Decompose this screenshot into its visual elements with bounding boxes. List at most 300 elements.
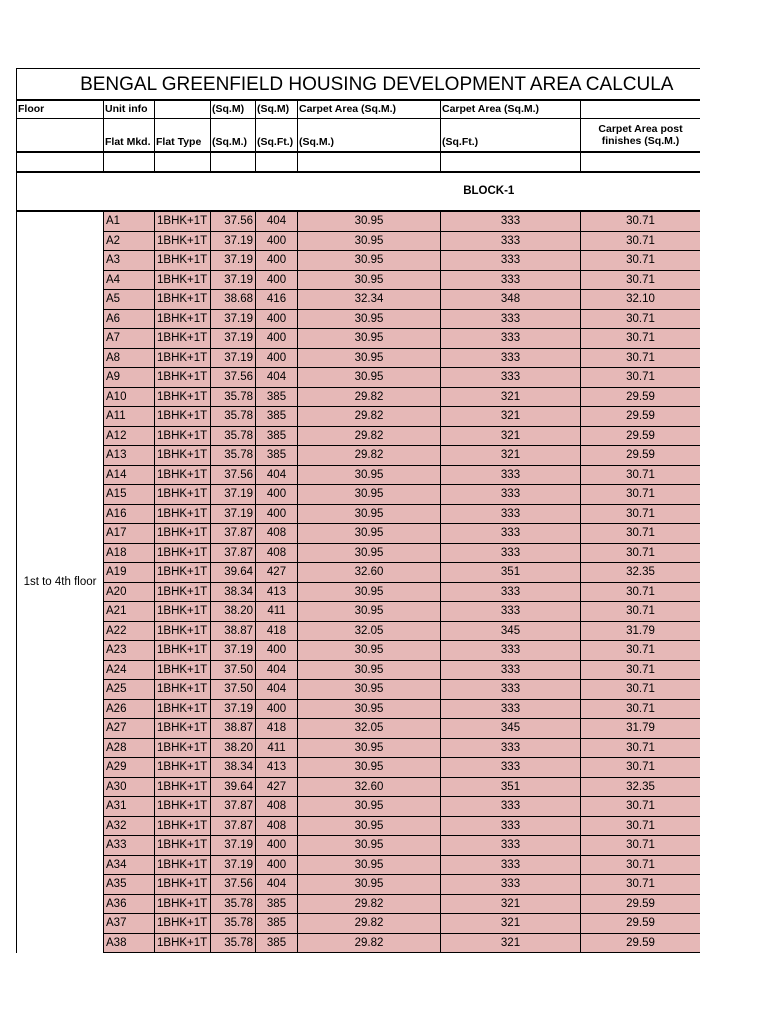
- block-label: BLOCK-1: [17, 172, 701, 211]
- table-cell: 30.95: [298, 231, 441, 251]
- header-empty: [155, 100, 211, 119]
- table-cell: 400: [256, 231, 298, 251]
- table-row: [17, 407, 701, 427]
- table-row: [17, 621, 701, 641]
- table-cell: 29.59: [581, 387, 701, 407]
- table-cell: 30.71: [581, 875, 701, 895]
- table-cell: 400: [256, 251, 298, 271]
- table-row: [17, 582, 701, 602]
- table-cell: 30.71: [581, 231, 701, 251]
- table-cell: 35.78: [211, 387, 256, 407]
- table-cell: 30.71: [581, 211, 701, 231]
- table-cell: 29.82: [298, 933, 441, 953]
- table-cell: 333: [441, 251, 581, 271]
- table-row: [17, 699, 701, 719]
- table-cell: A11: [104, 407, 155, 427]
- table-cell: A7: [104, 329, 155, 349]
- table-row: [17, 719, 701, 739]
- table-cell: 333: [441, 602, 581, 622]
- table-cell: 418: [256, 621, 298, 641]
- table-cell: A22: [104, 621, 155, 641]
- table-cell: 400: [256, 485, 298, 505]
- table-cell: 30.71: [581, 485, 701, 505]
- table-cell: 38.20: [211, 738, 256, 758]
- table-cell: 385: [256, 914, 298, 934]
- table-cell: 30.71: [581, 368, 701, 388]
- table-cell: A10: [104, 387, 155, 407]
- table-cell: 30.95: [298, 309, 441, 329]
- table-cell: 1BHK+1T: [155, 758, 211, 778]
- table-row: [17, 329, 701, 349]
- table-cell: 1BHK+1T: [155, 563, 211, 583]
- table-cell: A8: [104, 348, 155, 368]
- table-cell: 400: [256, 855, 298, 875]
- table-cell: 30.95: [298, 348, 441, 368]
- table-row: [17, 777, 701, 797]
- table-cell: 37.19: [211, 231, 256, 251]
- table-cell: 30.71: [581, 309, 701, 329]
- table-cell: 321: [441, 407, 581, 427]
- table-cell: 38.68: [211, 290, 256, 310]
- table-cell: 30.71: [581, 680, 701, 700]
- table-cell: 408: [256, 816, 298, 836]
- table-row: [17, 797, 701, 817]
- table-cell: 37.19: [211, 855, 256, 875]
- table-cell: A6: [104, 309, 155, 329]
- table-cell: 30.71: [581, 543, 701, 563]
- table-cell: 1BHK+1T: [155, 446, 211, 466]
- header2-flat-type: Flat Type: [155, 119, 211, 153]
- table-cell: 37.19: [211, 485, 256, 505]
- table-cell: 1BHK+1T: [155, 660, 211, 680]
- table-row: [17, 680, 701, 700]
- table-cell: 30.71: [581, 329, 701, 349]
- table-cell: 1BHK+1T: [155, 933, 211, 953]
- table-cell: 400: [256, 329, 298, 349]
- table-cell: 32.35: [581, 777, 701, 797]
- table-cell: 29.82: [298, 914, 441, 934]
- table-cell: 1BHK+1T: [155, 894, 211, 914]
- table-cell: 404: [256, 211, 298, 231]
- table-cell: 37.87: [211, 816, 256, 836]
- table-cell: 37.19: [211, 251, 256, 271]
- table-cell: 404: [256, 680, 298, 700]
- table-cell: 30.95: [298, 875, 441, 895]
- table-row: [17, 914, 701, 934]
- blank-row: [17, 152, 701, 172]
- table-cell: 1BHK+1T: [155, 504, 211, 524]
- table-cell: 30.95: [298, 855, 441, 875]
- table-cell: A29: [104, 758, 155, 778]
- sheet-title: BENGAL GREENFIELD HOUSING DEVELOPMENT AREA CALCULA: [17, 69, 701, 101]
- table-cell: 38.87: [211, 719, 256, 739]
- table-cell: 400: [256, 836, 298, 856]
- table-cell: 37.19: [211, 641, 256, 661]
- table-cell: 1BHK+1T: [155, 407, 211, 427]
- table-row: [17, 504, 701, 524]
- table-cell: 30.95: [298, 758, 441, 778]
- table-cell: 29.82: [298, 426, 441, 446]
- table-cell: 37.19: [211, 699, 256, 719]
- table-cell: 321: [441, 387, 581, 407]
- table-cell: 321: [441, 914, 581, 934]
- table-cell: 333: [441, 524, 581, 544]
- table-cell: 35.78: [211, 933, 256, 953]
- table-row: [17, 387, 701, 407]
- table-cell: 30.95: [298, 485, 441, 505]
- table-cell: 30.71: [581, 641, 701, 661]
- table-cell: 1BHK+1T: [155, 875, 211, 895]
- table-row: [17, 426, 701, 446]
- table-cell: A33: [104, 836, 155, 856]
- table-row: [17, 290, 701, 310]
- table-cell: 351: [441, 563, 581, 583]
- table-cell: 39.64: [211, 563, 256, 583]
- table-row: [17, 816, 701, 836]
- table-cell: 404: [256, 875, 298, 895]
- table-row: [17, 231, 701, 251]
- table-cell: 1BHK+1T: [155, 914, 211, 934]
- table-cell: A38: [104, 933, 155, 953]
- table-row: [17, 836, 701, 856]
- table-cell: 1BHK+1T: [155, 524, 211, 544]
- table-cell: 1BHK+1T: [155, 211, 211, 231]
- table-cell: 345: [441, 621, 581, 641]
- table-cell: 1BHK+1T: [155, 368, 211, 388]
- table-cell: A18: [104, 543, 155, 563]
- table-cell: 1BHK+1T: [155, 329, 211, 349]
- table-row: [17, 524, 701, 544]
- table-cell: 333: [441, 855, 581, 875]
- table-cell: 30.71: [581, 251, 701, 271]
- table-cell: A35: [104, 875, 155, 895]
- header-floor: Floor: [17, 100, 104, 119]
- table-cell: 333: [441, 348, 581, 368]
- table-cell: 1BHK+1T: [155, 387, 211, 407]
- table-cell: 411: [256, 738, 298, 758]
- table-cell: 30.71: [581, 855, 701, 875]
- table-cell: 30.71: [581, 699, 701, 719]
- table-cell: 333: [441, 368, 581, 388]
- table-cell: 333: [441, 329, 581, 349]
- table-cell: 29.59: [581, 894, 701, 914]
- table-cell: 35.78: [211, 894, 256, 914]
- table-cell: 30.95: [298, 797, 441, 817]
- table-cell: 32.10: [581, 290, 701, 310]
- table-cell: 38.34: [211, 582, 256, 602]
- table-cell: 30.95: [298, 368, 441, 388]
- header2-carpet-sqm: (Sq.M.): [298, 119, 441, 153]
- table-cell: 30.71: [581, 836, 701, 856]
- table-cell: 333: [441, 738, 581, 758]
- table-cell: 30.71: [581, 270, 701, 290]
- table-cell: 1BHK+1T: [155, 797, 211, 817]
- table-row: [17, 758, 701, 778]
- table-cell: 1BHK+1T: [155, 485, 211, 505]
- table-cell: 400: [256, 348, 298, 368]
- table-cell: 413: [256, 582, 298, 602]
- table-cell: 333: [441, 270, 581, 290]
- table-cell: 30.71: [581, 348, 701, 368]
- table-cell: 404: [256, 368, 298, 388]
- table-cell: 333: [441, 641, 581, 661]
- table-cell: 35.78: [211, 446, 256, 466]
- table-cell: 32.05: [298, 621, 441, 641]
- table-cell: 1BHK+1T: [155, 602, 211, 622]
- table-cell: 1BHK+1T: [155, 777, 211, 797]
- table-cell: 30.95: [298, 211, 441, 231]
- table-cell: 37.50: [211, 660, 256, 680]
- table-row: [17, 368, 701, 388]
- table-cell: 385: [256, 933, 298, 953]
- table-cell: 30.71: [581, 738, 701, 758]
- table-cell: 1BHK+1T: [155, 231, 211, 251]
- table-cell: 1BHK+1T: [155, 680, 211, 700]
- header-carpet-sqm: Carpet Area (Sq.M.): [298, 100, 441, 119]
- table-cell: 29.59: [581, 426, 701, 446]
- table-row: [17, 641, 701, 661]
- table-cell: A12: [104, 426, 155, 446]
- table-cell: 333: [441, 231, 581, 251]
- table-cell: 37.87: [211, 543, 256, 563]
- table-cell: 37.19: [211, 836, 256, 856]
- table-cell: 385: [256, 387, 298, 407]
- table-cell: 30.71: [581, 524, 701, 544]
- table-cell: 38.87: [211, 621, 256, 641]
- table-cell: 413: [256, 758, 298, 778]
- table-cell: 39.64: [211, 777, 256, 797]
- table-cell: 38.34: [211, 758, 256, 778]
- header2-sqm: (Sq.M.): [211, 119, 256, 153]
- header2-flat-mkd: Flat Mkd.: [104, 119, 155, 153]
- table-row: [17, 446, 701, 466]
- table-cell: 30.95: [298, 602, 441, 622]
- table-cell: A15: [104, 485, 155, 505]
- table-row: [17, 855, 701, 875]
- table-cell: 37.56: [211, 465, 256, 485]
- table-cell: 29.82: [298, 894, 441, 914]
- table-cell: A37: [104, 914, 155, 934]
- table-cell: 345: [441, 719, 581, 739]
- table-row: [17, 270, 701, 290]
- table-cell: 30.71: [581, 797, 701, 817]
- table-cell: 1BHK+1T: [155, 719, 211, 739]
- table-cell: 1BHK+1T: [155, 309, 211, 329]
- table-cell: 404: [256, 660, 298, 680]
- table-cell: 37.87: [211, 797, 256, 817]
- table-cell: 1BHK+1T: [155, 582, 211, 602]
- table-cell: 30.71: [581, 504, 701, 524]
- table-cell: 30.95: [298, 329, 441, 349]
- table-cell: 333: [441, 875, 581, 895]
- table-cell: A21: [104, 602, 155, 622]
- table-cell: 1BHK+1T: [155, 621, 211, 641]
- table-row: [17, 602, 701, 622]
- table-row: [17, 211, 701, 231]
- table-cell: 30.95: [298, 524, 441, 544]
- table-cell: 37.19: [211, 270, 256, 290]
- table-row: [17, 894, 701, 914]
- header-row-1: [17, 100, 701, 119]
- table-cell: 30.95: [298, 816, 441, 836]
- table-cell: 35.78: [211, 914, 256, 934]
- table-cell: 37.19: [211, 504, 256, 524]
- table-row: [17, 485, 701, 505]
- table-cell: 400: [256, 699, 298, 719]
- table-cell: 351: [441, 777, 581, 797]
- table-cell: A2: [104, 231, 155, 251]
- table-cell: 29.59: [581, 407, 701, 427]
- table-cell: A36: [104, 894, 155, 914]
- table-cell: A30: [104, 777, 155, 797]
- table-cell: 32.60: [298, 563, 441, 583]
- header-unit-info: Unit info: [104, 100, 155, 119]
- table-cell: 400: [256, 504, 298, 524]
- table-row: [17, 348, 701, 368]
- header2-carpet-sqft: (Sq.Ft.): [441, 119, 581, 153]
- table-cell: 385: [256, 894, 298, 914]
- table-cell: 37.19: [211, 309, 256, 329]
- table-cell: 408: [256, 797, 298, 817]
- table-cell: 427: [256, 777, 298, 797]
- header2-floor: [17, 119, 104, 153]
- table-cell: A17: [104, 524, 155, 544]
- table-cell: 37.50: [211, 680, 256, 700]
- table-cell: 404: [256, 465, 298, 485]
- table-cell: 408: [256, 543, 298, 563]
- table-cell: 321: [441, 933, 581, 953]
- table-cell: 30.95: [298, 543, 441, 563]
- table-cell: 1BHK+1T: [155, 816, 211, 836]
- table-cell: 1BHK+1T: [155, 836, 211, 856]
- table-cell: A5: [104, 290, 155, 310]
- table-cell: 385: [256, 426, 298, 446]
- table-cell: 29.82: [298, 387, 441, 407]
- table-cell: A1: [104, 211, 155, 231]
- header2-carpet-post-finishes: Carpet Area post finishes (Sq.M.): [581, 119, 701, 153]
- table-cell: 408: [256, 524, 298, 544]
- table-cell: 32.35: [581, 563, 701, 583]
- table-cell: 37.19: [211, 348, 256, 368]
- table-cell: 1BHK+1T: [155, 348, 211, 368]
- table-cell: 400: [256, 641, 298, 661]
- table-cell: 30.95: [298, 465, 441, 485]
- table-row: [17, 933, 701, 953]
- table-cell: 29.82: [298, 446, 441, 466]
- table-cell: 400: [256, 309, 298, 329]
- table-cell: 333: [441, 211, 581, 231]
- table-row: [17, 465, 701, 485]
- area-table: [16, 68, 700, 953]
- spreadsheet: [16, 68, 700, 953]
- table-cell: 400: [256, 270, 298, 290]
- floor-label: 1st to 4th floor: [17, 211, 104, 953]
- table-row: [17, 563, 701, 583]
- header-carpet-sqm-2: Carpet Area (Sq.M.): [441, 100, 581, 119]
- table-cell: 31.79: [581, 719, 701, 739]
- table-cell: 30.95: [298, 738, 441, 758]
- table-cell: 1BHK+1T: [155, 465, 211, 485]
- table-cell: 1BHK+1T: [155, 699, 211, 719]
- table-cell: 385: [256, 446, 298, 466]
- table-cell: 30.71: [581, 758, 701, 778]
- table-cell: 333: [441, 680, 581, 700]
- table-cell: 333: [441, 699, 581, 719]
- table-cell: 32.60: [298, 777, 441, 797]
- table-cell: A25: [104, 680, 155, 700]
- table-cell: 427: [256, 563, 298, 583]
- table-cell: 321: [441, 446, 581, 466]
- table-cell: 333: [441, 465, 581, 485]
- table-cell: 333: [441, 582, 581, 602]
- table-cell: 30.95: [298, 680, 441, 700]
- table-cell: 35.78: [211, 426, 256, 446]
- table-cell: 1BHK+1T: [155, 290, 211, 310]
- table-cell: 30.95: [298, 270, 441, 290]
- table-cell: 333: [441, 504, 581, 524]
- table-cell: A24: [104, 660, 155, 680]
- table-cell: 1BHK+1T: [155, 738, 211, 758]
- table-cell: 38.20: [211, 602, 256, 622]
- table-cell: 37.56: [211, 211, 256, 231]
- table-cell: 333: [441, 836, 581, 856]
- table-cell: 416: [256, 290, 298, 310]
- table-row: [17, 875, 701, 895]
- table-cell: 30.95: [298, 504, 441, 524]
- table-cell: 411: [256, 602, 298, 622]
- table-cell: 29.59: [581, 446, 701, 466]
- table-cell: 37.56: [211, 368, 256, 388]
- table-cell: 30.71: [581, 816, 701, 836]
- table-cell: 35.78: [211, 407, 256, 427]
- table-cell: 1BHK+1T: [155, 641, 211, 661]
- table-row: [17, 738, 701, 758]
- table-cell: A4: [104, 270, 155, 290]
- table-cell: A13: [104, 446, 155, 466]
- table-cell: A32: [104, 816, 155, 836]
- table-row: [17, 543, 701, 563]
- table-cell: 1BHK+1T: [155, 543, 211, 563]
- table-cell: A28: [104, 738, 155, 758]
- table-cell: 30.71: [581, 660, 701, 680]
- table-cell: 30.71: [581, 465, 701, 485]
- table-row: [17, 309, 701, 329]
- table-cell: 321: [441, 426, 581, 446]
- table-cell: 333: [441, 816, 581, 836]
- table-cell: 333: [441, 660, 581, 680]
- table-cell: 30.71: [581, 582, 701, 602]
- table-cell: 29.59: [581, 933, 701, 953]
- table-cell: 348: [441, 290, 581, 310]
- table-row: [17, 660, 701, 680]
- table-cell: 30.95: [298, 660, 441, 680]
- table-row: [17, 251, 701, 271]
- table-cell: 321: [441, 894, 581, 914]
- table-cell: 1BHK+1T: [155, 855, 211, 875]
- table-cell: A34: [104, 855, 155, 875]
- table-cell: A16: [104, 504, 155, 524]
- table-cell: 333: [441, 758, 581, 778]
- table-cell: 32.05: [298, 719, 441, 739]
- table-cell: 1BHK+1T: [155, 426, 211, 446]
- table-cell: 30.95: [298, 641, 441, 661]
- table-cell: 30.95: [298, 251, 441, 271]
- table-cell: 37.87: [211, 524, 256, 544]
- table-cell: 30.95: [298, 582, 441, 602]
- table-cell: A27: [104, 719, 155, 739]
- table-cell: 32.34: [298, 290, 441, 310]
- table-cell: 418: [256, 719, 298, 739]
